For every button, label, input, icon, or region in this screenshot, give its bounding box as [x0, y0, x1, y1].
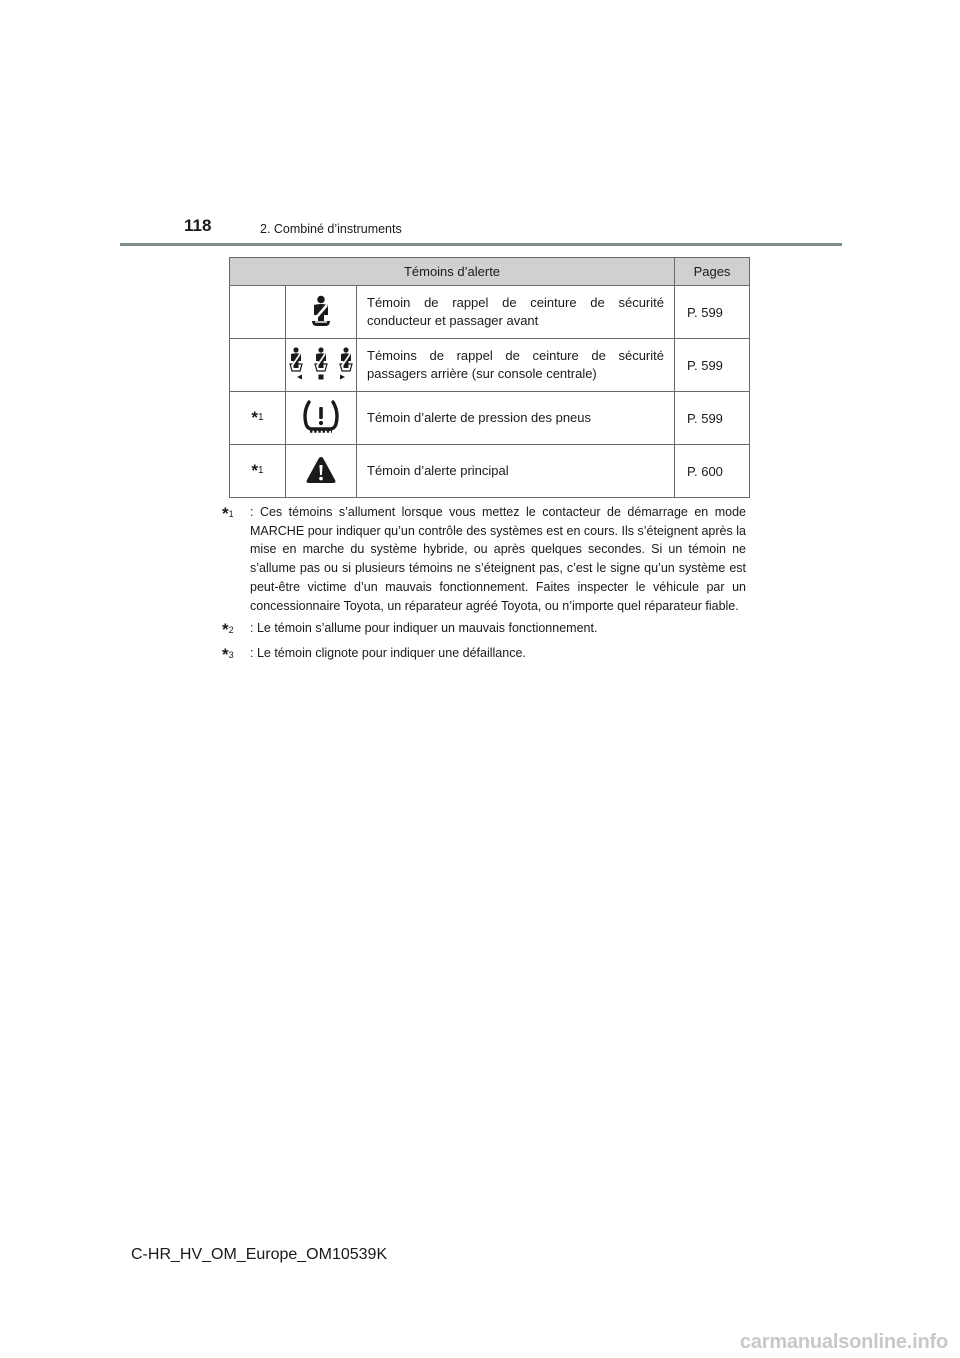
table-row [230, 286, 750, 339]
master-warning-icon [305, 473, 337, 488]
footnote [222, 644, 746, 665]
footnote-text: : Le témoin clignote pour indiquer une défaillance. [250, 645, 526, 660]
tire-pressure-icon [302, 422, 340, 437]
footnote-number: 1 [258, 465, 264, 476]
footnote [222, 503, 746, 615]
page-number: 118 [184, 216, 212, 235]
description-cell: Témoin d’alerte principal [357, 445, 675, 498]
note-cell [230, 339, 286, 392]
watermark: carmanualsonline.info [739, 1331, 948, 1353]
footnote-marker: *$^2$ [222, 620, 234, 640]
footnote-text: : Le témoin s’allume pour indiquer un mauvais fonctionnement. [250, 621, 598, 636]
header-rule [120, 243, 842, 246]
footnote [222, 619, 746, 640]
description-cell: Témoins de rappel de ceinture de sécurité passagers arrière (sur console centrale) [357, 339, 675, 392]
table-row [230, 392, 750, 445]
footnote-star: * [251, 408, 259, 427]
footnotes [222, 503, 746, 669]
description-cell: Témoin de rappel de ceinture de sécurité conducteur et passager avant [357, 286, 675, 339]
footnote-marker: *$^3$ [222, 644, 234, 664]
page-reference: P. 600 [675, 445, 750, 498]
footnote-number: 1 [258, 412, 264, 423]
table-row [230, 339, 750, 392]
section-title: 2. Combiné d’instruments [260, 222, 402, 236]
note-cell [230, 445, 286, 498]
column-header-pages: Pages [675, 258, 750, 286]
warning-lights-table [229, 257, 750, 498]
icon-cell [286, 445, 357, 498]
seatbelt-icon [307, 315, 335, 330]
page-reference: P. 599 [675, 339, 750, 392]
page-reference: P. 599 [675, 392, 750, 445]
note-cell [230, 392, 286, 445]
page-reference: P. 599 [675, 286, 750, 339]
column-header-warnings: Témoins d’alerte [230, 258, 675, 286]
icon-cell [286, 339, 357, 392]
footnote-marker: *$^1$ [222, 504, 234, 523]
footnote-text: : Ces témoins s’allument lorsque vous mettez le contacteur de démarrage en mode MARCHE pour indiquer qu’un contrôle des systèmes est en cours. Ils s’éteignent après la mise en marche du système hybride, ou après quelques secondes. Si un témoin ne s’allume pas ou si plusieurs témoins ne s’éteignent pas, c’est le signe qu’un système est peut-être victime d’un mauvais fonctionnement. Faites inspecter le véhicule par un concessionnaire Toyota, un réparateur agréé Toyota, ou n’importe quel réparateur fiable. [250, 505, 746, 613]
description-cell: Témoin d’alerte de pression des pneus [357, 392, 675, 445]
note-cell [230, 286, 286, 339]
footnote-star: * [251, 461, 259, 480]
icon-cell [286, 286, 357, 339]
rear-seatbelts-icon [287, 369, 355, 384]
table-row [230, 445, 750, 498]
document-code: C-HR_HV_OM_Europe_OM10539K [131, 1246, 388, 1263]
icon-cell [286, 392, 357, 445]
